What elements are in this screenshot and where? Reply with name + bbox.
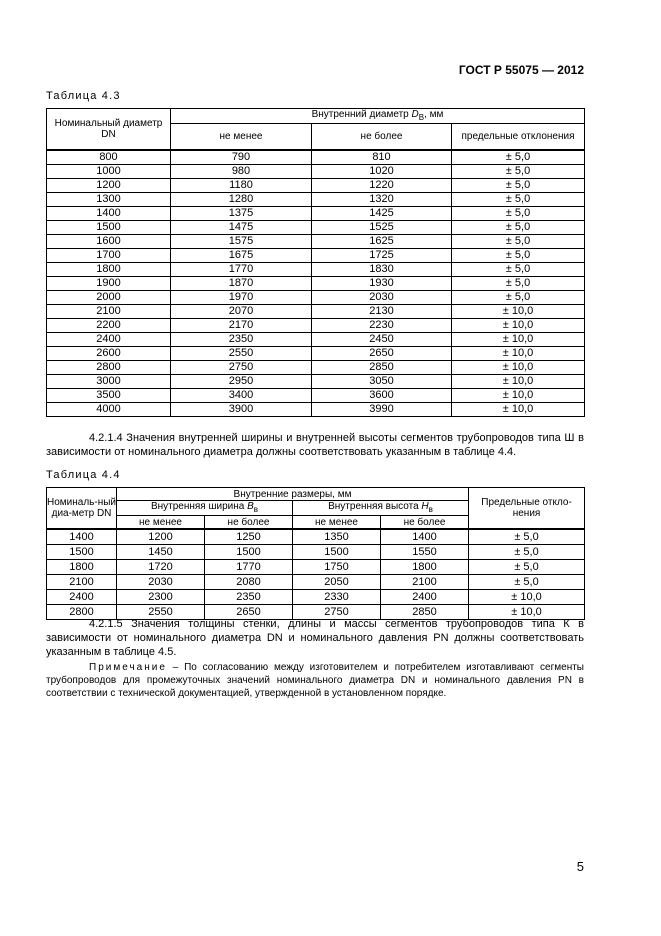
table-cell: 1500 [47, 221, 171, 235]
paragraph-4-2-1-4: 4.2.1.4 Значения внутренней ширины и внутренней высоты сегментов трубопроводов типа Ш в зависимости от номинального диаметра должны соответствовать указанным в таблице 4.4. [46, 432, 584, 458]
table-cell: 810 [312, 150, 452, 165]
table-cell: 2650 [205, 605, 293, 620]
table-4-4 [46, 487, 585, 620]
table-cell: ± 10,0 [452, 403, 585, 417]
table-cell: ± 10,0 [452, 305, 585, 319]
table-cell: 2850 [381, 605, 469, 620]
table-cell: 2400 [47, 333, 171, 347]
col-header-dn: Номиналь-ный диа-метр DN [47, 488, 117, 530]
table-cell: ± 5,0 [452, 150, 585, 165]
table-cell: 1600 [47, 235, 171, 249]
table-cell: 1180 [171, 179, 312, 193]
table-cell: 1970 [171, 291, 312, 305]
table-cell: ± 5,0 [469, 575, 585, 590]
col-header-inner-height: Внутренняя высота $H_в$ [293, 501, 469, 516]
table-cell: 1550 [381, 545, 469, 560]
col-header-deviation: предельные отклонения [452, 124, 585, 151]
paragraph-4-2-1-5: 4.2.1.5 Значения толщины стенки, длины и массы сегментов трубопроводов типа К в зависимости от номинального диаметра DN и номинального давления PN должны соответствовать указанным в таблице 4.5. [46, 618, 584, 658]
table-row [47, 333, 585, 347]
table-row [47, 590, 585, 605]
table-cell: ± 5,0 [452, 291, 585, 305]
table-cell: 2100 [381, 575, 469, 590]
table-cell: 2800 [47, 605, 117, 620]
table-row [47, 179, 585, 193]
col-header-height-max: не более [381, 516, 469, 530]
table-row [47, 291, 585, 305]
table-row [47, 361, 585, 375]
table-cell: ± 5,0 [452, 221, 585, 235]
table-cell: 1500 [47, 545, 117, 560]
table-cell: 1830 [312, 263, 452, 277]
table-cell: 2070 [171, 305, 312, 319]
table-cell: ± 5,0 [452, 235, 585, 249]
table-cell: 3000 [47, 375, 171, 389]
table-cell: 1280 [171, 193, 312, 207]
table-row [47, 375, 585, 389]
table-cell: 2030 [312, 291, 452, 305]
table-cell: 1375 [171, 207, 312, 221]
table-cell: 1800 [381, 560, 469, 575]
table-row [47, 389, 585, 403]
table-cell: 2550 [171, 347, 312, 361]
table-cell: ± 10,0 [452, 347, 585, 361]
table-cell: 2950 [171, 375, 312, 389]
table-row [47, 403, 585, 417]
table-row [47, 193, 585, 207]
col-header-deviation: Предельные откло-нения [469, 488, 585, 530]
table-cell: 3050 [312, 375, 452, 389]
table-row [47, 529, 585, 545]
table-4-4-body [47, 529, 585, 620]
table-row [47, 165, 585, 179]
table-cell: 1400 [381, 529, 469, 545]
note-text: – По согласованию между изготовителем и потребителем изготавливают сегменты трубопроводов для промежуточных значений номинального диаметра DN и номинального давления PN в соответствии с технической документацией, утвержденной в установленном порядке. [46, 662, 584, 699]
table-cell: 2400 [47, 590, 117, 605]
table-cell: 1725 [312, 249, 452, 263]
page-number: 5 [576, 859, 584, 874]
table-cell: ± 10,0 [452, 361, 585, 375]
table-cell: 1575 [171, 235, 312, 249]
table-cell: 1400 [47, 207, 171, 221]
table-cell: ± 10,0 [452, 389, 585, 403]
table-4-3-caption: Таблица 4.3 [46, 90, 121, 102]
col-header-width-max: не более [205, 516, 293, 530]
table-cell: 1770 [171, 263, 312, 277]
col-header-max: не более [312, 124, 452, 151]
table-cell: 2330 [293, 590, 381, 605]
table-cell: ± 10,0 [452, 333, 585, 347]
table-cell: ± 10,0 [452, 375, 585, 389]
table-cell: 1200 [47, 179, 171, 193]
table-cell: 1020 [312, 165, 452, 179]
table-row [47, 249, 585, 263]
table-row [47, 150, 585, 165]
table-cell: 1250 [205, 529, 293, 545]
table-row [47, 277, 585, 291]
table-cell: 2750 [293, 605, 381, 620]
table-cell: ± 5,0 [452, 249, 585, 263]
table-row [47, 560, 585, 575]
table-cell: 2350 [171, 333, 312, 347]
table-cell: 1675 [171, 249, 312, 263]
table-cell: 2800 [47, 361, 171, 375]
document-header: ГОСТ Р 55075 — 2012 [458, 63, 584, 77]
table-cell: 2230 [312, 319, 452, 333]
table-4-3-body [47, 150, 585, 417]
table-cell: 2400 [381, 590, 469, 605]
table-cell: 1320 [312, 193, 452, 207]
table-cell: 2170 [171, 319, 312, 333]
table-cell: 1425 [312, 207, 452, 221]
table-cell: 3900 [171, 403, 312, 417]
table-cell: 800 [47, 150, 171, 165]
table-row [47, 347, 585, 361]
table-4-3 [46, 108, 585, 417]
table-cell: 2100 [47, 575, 117, 590]
table-row [47, 305, 585, 319]
table-cell: ± 10,0 [469, 590, 585, 605]
col-header-inner-diameter: Внутренний диаметр $D_B$, мм [171, 109, 585, 124]
table-cell: 2050 [293, 575, 381, 590]
col-header-width-min: не менее [117, 516, 205, 530]
table-cell: 1750 [293, 560, 381, 575]
table-cell: 1350 [293, 529, 381, 545]
table-cell: ± 5,0 [452, 165, 585, 179]
table-cell: 980 [171, 165, 312, 179]
table-cell: 2100 [47, 305, 171, 319]
table-cell: 1900 [47, 277, 171, 291]
table-cell: 1475 [171, 221, 312, 235]
table-cell: 2300 [117, 590, 205, 605]
note [46, 661, 584, 700]
table-cell: 2450 [312, 333, 452, 347]
table-row [47, 545, 585, 560]
col-header-inner-width: Внутренняя ширина $B_в$ [117, 501, 293, 516]
table-cell: 1770 [205, 560, 293, 575]
table-cell: 2650 [312, 347, 452, 361]
table-row [47, 207, 585, 221]
table-cell: ± 5,0 [452, 207, 585, 221]
note-label: Примечание [89, 662, 167, 673]
table-cell: 2600 [47, 347, 171, 361]
table-cell: ± 10,0 [469, 605, 585, 620]
table-cell: 1930 [312, 277, 452, 291]
table-cell: 1000 [47, 165, 171, 179]
table-row [47, 221, 585, 235]
table-cell: 2850 [312, 361, 452, 375]
table-cell: 1870 [171, 277, 312, 291]
table-cell: 3400 [171, 389, 312, 403]
table-cell: 2080 [205, 575, 293, 590]
table-cell: 2350 [205, 590, 293, 605]
col-header-inner-dimensions: Внутренние размеры, мм [117, 488, 469, 501]
table-cell: ± 5,0 [452, 263, 585, 277]
table-cell: 4000 [47, 403, 171, 417]
col-header-height-min: не менее [293, 516, 381, 530]
table-cell: 1220 [312, 179, 452, 193]
col-header-min: не менее [171, 124, 312, 151]
table-row [47, 319, 585, 333]
table-cell: 1625 [312, 235, 452, 249]
table-cell: 1300 [47, 193, 171, 207]
table-cell: ± 5,0 [469, 529, 585, 545]
table-cell: 1720 [117, 560, 205, 575]
table-row [47, 235, 585, 249]
table-cell: 1200 [117, 529, 205, 545]
table-cell: 1800 [47, 560, 117, 575]
table-cell: 1500 [205, 545, 293, 560]
table-row [47, 575, 585, 590]
table-cell: 1800 [47, 263, 171, 277]
table-cell: 1700 [47, 249, 171, 263]
table-cell: 2750 [171, 361, 312, 375]
table-cell: ± 5,0 [452, 277, 585, 291]
table-4-4-caption: Таблица 4.4 [46, 469, 121, 481]
table-cell: 1500 [293, 545, 381, 560]
table-cell: ± 5,0 [469, 545, 585, 560]
table-cell: 1525 [312, 221, 452, 235]
table-cell: 2200 [47, 319, 171, 333]
table-cell: 2550 [117, 605, 205, 620]
col-header-dn: Номинальный диаметр DN [47, 109, 171, 151]
table-cell: 2130 [312, 305, 452, 319]
table-cell: ± 5,0 [469, 560, 585, 575]
table-cell: 3500 [47, 389, 171, 403]
table-cell: ± 5,0 [452, 193, 585, 207]
table-cell: 790 [171, 150, 312, 165]
table-cell: 1400 [47, 529, 117, 545]
table-cell: 3990 [312, 403, 452, 417]
table-cell: ± 5,0 [452, 179, 585, 193]
table-cell: 2000 [47, 291, 171, 305]
table-cell: ± 10,0 [452, 319, 585, 333]
table-cell: 3600 [312, 389, 452, 403]
table-cell: 1450 [117, 545, 205, 560]
table-cell: 2030 [117, 575, 205, 590]
table-row [47, 263, 585, 277]
